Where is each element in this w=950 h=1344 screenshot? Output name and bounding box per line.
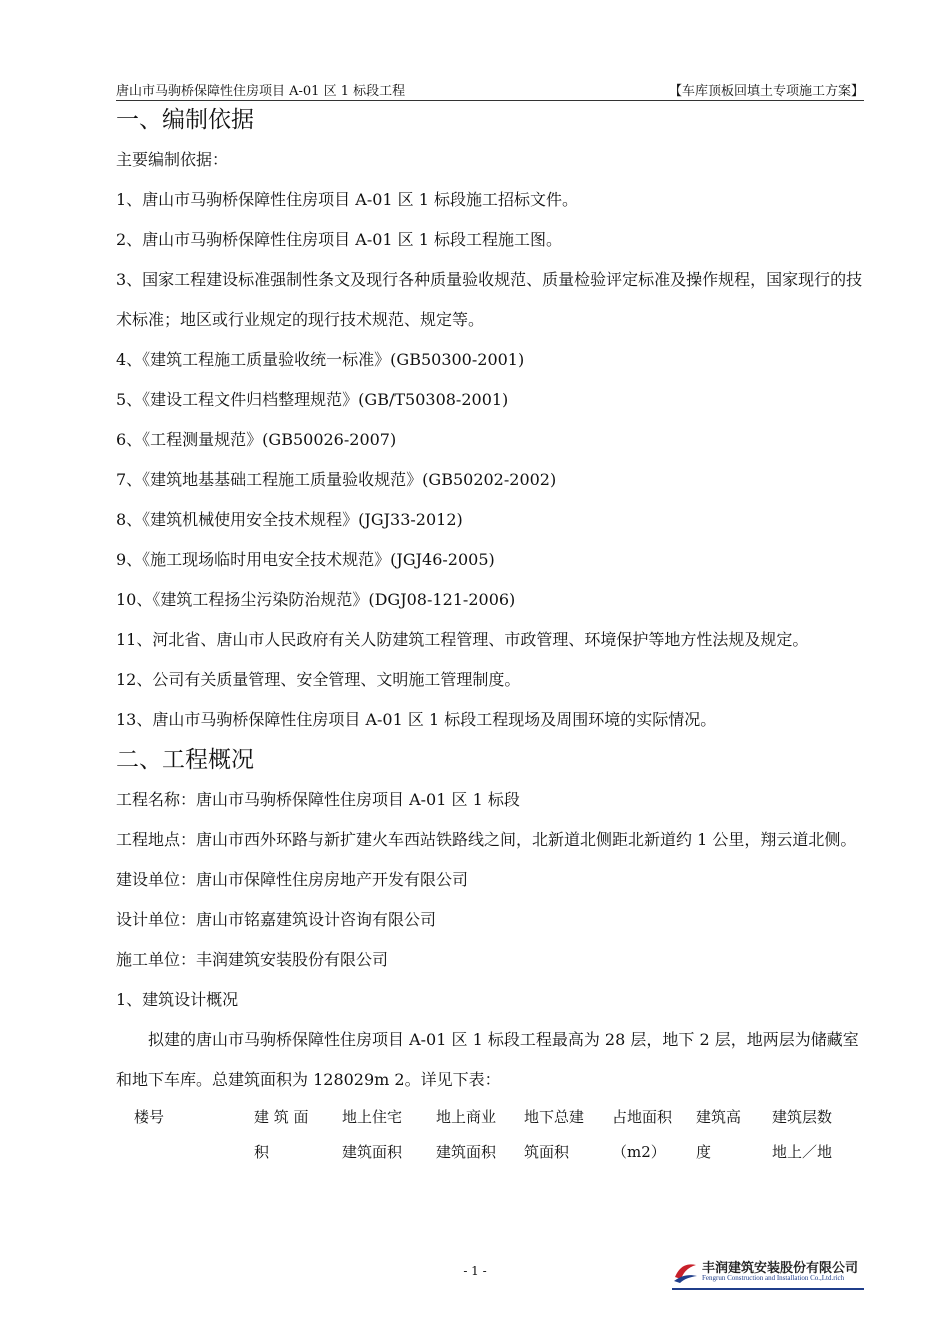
section-title-basis: 一、编制依据 [116, 107, 254, 133]
basis-item-2: 2、唐山市马驹桥保障性住房项目 A-01 区 1 标段工程施工图。 [116, 230, 563, 249]
table-cell: 地上住宅 [342, 1108, 403, 1126]
basis-item-3: 3、国家工程建设标准强制性条文及现行各种质量验收规范、质量检验评定标准及操作规程，国家现行的技术标准；地区或行业规定的现行技术规范、规定等。 [116, 270, 863, 329]
basis-item-9: 9、《施工现场临时用电安全技术规范》(JGJ46-2005) [116, 550, 495, 569]
table-cell: 建筑面积 [342, 1143, 403, 1161]
contractor-unit: 施工单位：丰润建筑安装股份有限公司 [116, 950, 389, 969]
designer-unit: 设计单位：唐山市铭嘉建筑设计咨询有限公司 [116, 910, 437, 929]
logo-company-name-en: Fengrun Construction and Installation Co.,Ltd.rich [702, 1274, 845, 1283]
basis-item-7: 7、《建筑地基基础工程施工质量验收规范》(GB50202-2002) [116, 470, 557, 489]
table-cell: 筑面积 [524, 1143, 570, 1161]
table-cell: 度 [696, 1143, 712, 1161]
project-location: 工程地点：唐山市西外环路与新扩建火车西站铁路线之间，北新道北侧距北新道约 1 公里，翔云道北侧。 [116, 830, 857, 849]
page-number: - 1 - [463, 1264, 487, 1278]
basis-item-13: 13、唐山市马驹桥保障性住房项目 A-01 区 1 标段工程现场及周围环境的实际情况。 [116, 710, 717, 729]
table-cell: 地下总建 [524, 1108, 585, 1126]
basis-item-5: 5、《建设工程文件归档整理规范》(GB/T50308-2001) [116, 390, 509, 409]
design-summary: 拟建的唐山市马驹桥保障性住房项目 A-01 区 1 标段工程最高为 28 层，地下 2 层，地两层为储藏室和地下车库。总建筑面积为 128029m 2。详见下表： [116, 1030, 859, 1089]
table-cell: 建 筑 面 [254, 1108, 309, 1126]
table-cell: 积 [254, 1143, 270, 1161]
basis-item-11: 11、河北省、唐山市人民政府有关人防建筑工程管理、市政管理、环境保护等地方性法规及规定。 [116, 630, 809, 649]
page-header [116, 78, 864, 101]
table-cell: 地上商业 [436, 1108, 497, 1126]
basis-item-12: 12、公司有关质量管理、安全管理、文明施工管理制度。 [116, 670, 521, 689]
section-title-overview: 二、工程概况 [116, 747, 254, 773]
logo-company-name: 丰润建筑安装股份有限公司 [702, 1260, 859, 1276]
company-logo [672, 1256, 864, 1290]
basis-item-6: 6、《工程测量规范》(GB50026-2007) [116, 430, 397, 449]
table-cell: 建筑面积 [436, 1143, 497, 1161]
company-logo-icon [672, 1259, 698, 1285]
header-document-title: 【车库顶板回填土专项施工方案】 [668, 83, 864, 99]
document-body [116, 100, 864, 1170]
basis-item-1: 1、唐山市马驹桥保障性住房项目 A-01 区 1 标段施工招标文件。 [116, 190, 579, 209]
table-cell: 地上／地 [772, 1143, 833, 1161]
basis-intro: 主要编制依据： [116, 150, 229, 169]
project-name: 工程名称：唐山市马驹桥保障性住房项目 A-01 区 1 标段 [116, 790, 520, 809]
table-cell [116, 1135, 254, 1170]
header-project-title: 唐山市马驹桥保障性住房项目 A-01 区 1 标段工程 [116, 83, 406, 99]
builder-unit: 建设单位：唐山市保障性住房房地产开发有限公司 [116, 870, 469, 889]
basis-item-8: 8、《建筑机械使用安全技术规程》(JGJ33-2012) [116, 510, 463, 529]
building-table [116, 1100, 864, 1170]
table-cell: 建筑高 [696, 1108, 742, 1126]
subsection-title-design: 1、建筑设计概况 [116, 990, 239, 1009]
basis-item-4: 4、《建筑工程施工质量验收统一标准》(GB50300-2001) [116, 350, 525, 369]
table-cell: 占地面积 [612, 1108, 673, 1126]
table-cell: （m2） [612, 1143, 666, 1161]
basis-item-10: 10、《建筑工程扬尘污染防治规范》(DGJ08-121-2006) [116, 590, 516, 609]
table-cell: 建筑层数 [772, 1108, 833, 1126]
table-cell: 楼号 [134, 1108, 165, 1126]
